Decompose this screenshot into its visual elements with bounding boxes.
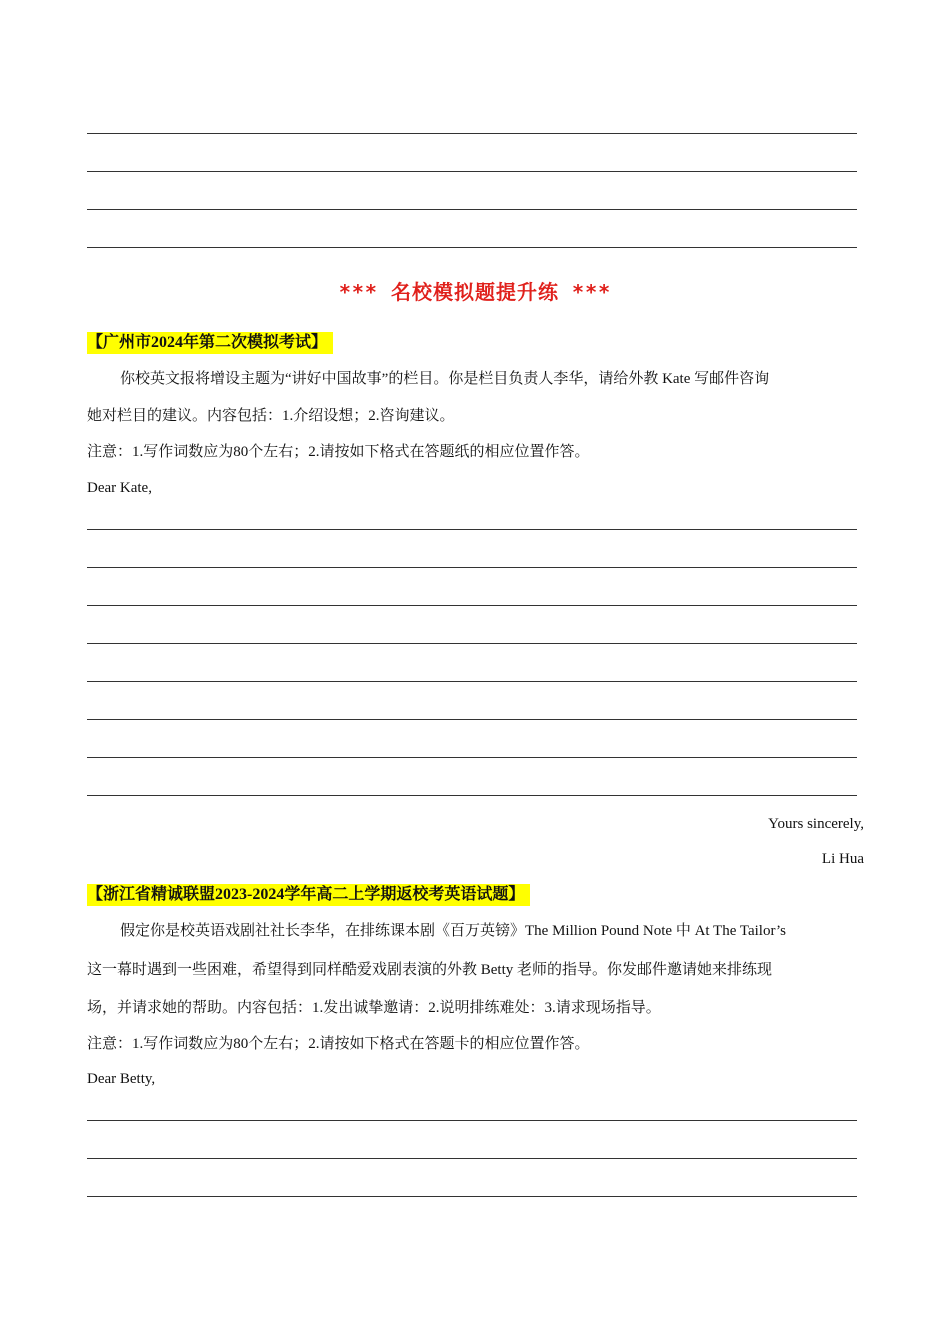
answer-line [87, 681, 857, 682]
section2-prompt-line3: 场，并请求她的帮助。内容包括：1.发出诚挚邀请：2.说明排练难处：3.请求现场指导。 [87, 1000, 661, 1016]
answer-line [87, 209, 857, 210]
section2-prompt-line2: 这一幕时遇到一些困难，希望得到同样酷爱戏剧表演的外教 Betty 老师的指导。你发邮件邀请她来排练现 [87, 962, 773, 978]
answer-line [87, 1158, 857, 1159]
section2-salutation: Dear Betty, [87, 1071, 156, 1087]
section1-heading: 【广州市2024年第二次模拟考试】 [87, 332, 333, 354]
answer-line [87, 1120, 857, 1121]
answer-line [87, 719, 857, 720]
answer-line [87, 757, 857, 758]
answer-line [87, 171, 857, 172]
section-banner: *** 名校模拟题提升练 *** [338, 280, 612, 304]
answer-line [87, 247, 857, 248]
section2-heading: 【浙江省精诚联盟2023-2024学年高二上学期返校考英语试题】 [87, 884, 530, 906]
answer-line [87, 605, 857, 606]
answer-line [87, 795, 857, 796]
answer-line [87, 567, 857, 568]
answer-line [87, 529, 857, 530]
section1-prompt-line2: 她对栏目的建议。内容包括：1.介绍设想；2.咨询建议。 [87, 408, 455, 424]
section2-prompt-line1: 假定你是校英语戏剧社社长李华，在排练课本剧《百万英镑》The Million Pound Note 中 At The Tailor’s [120, 923, 787, 939]
answer-line [87, 643, 857, 644]
section1-signature: Li Hua [821, 851, 864, 867]
answer-line [87, 133, 857, 134]
section1-salutation: Dear Kate, [87, 480, 152, 496]
section1-closing: Yours sincerely, [768, 816, 864, 832]
section2-note: 注意：1.写作词数应为80个左右；2.请按如下格式在答题卡的相应位置作答。 [87, 1036, 590, 1052]
section1-note: 注意：1.写作词数应为80个左右；2.请按如下格式在答题纸的相应位置作答。 [87, 444, 590, 460]
section1-prompt-line1: 你校英文报将增设主题为“讲好中国故事”的栏目。你是栏目负责人李华，请给外教 Kate 写邮件咨询 [120, 371, 770, 387]
answer-line [87, 1196, 857, 1197]
